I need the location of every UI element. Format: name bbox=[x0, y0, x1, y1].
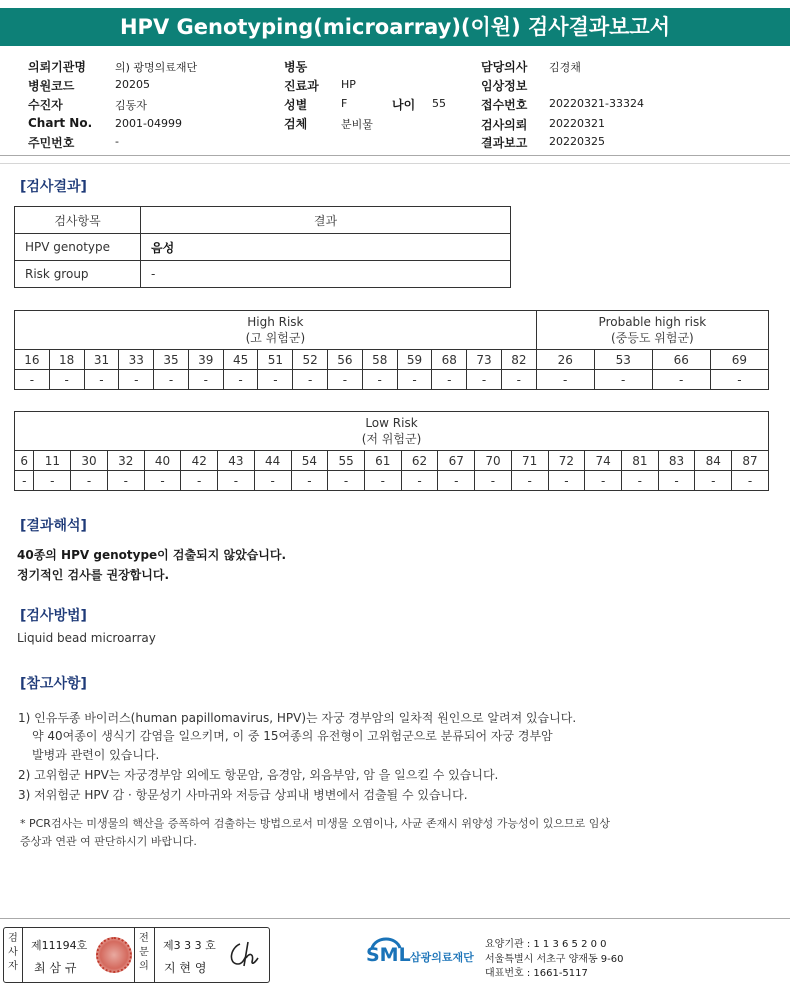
genotype-cell: 70 bbox=[475, 451, 512, 471]
result-cell: - bbox=[475, 471, 512, 491]
genotype-cell: 66 bbox=[652, 350, 710, 370]
field-value: 20205 bbox=[115, 78, 150, 91]
result-cell: - bbox=[107, 471, 144, 491]
result-value: - bbox=[141, 261, 511, 288]
low-risk-header bbox=[15, 412, 769, 451]
field-value: 분비물 bbox=[341, 118, 373, 131]
genotype-cell: 51 bbox=[258, 350, 293, 370]
divider bbox=[22, 928, 23, 982]
result-cell: - bbox=[218, 471, 255, 491]
high-risk-label: High Risk bbox=[247, 315, 304, 329]
signature-box bbox=[3, 927, 270, 983]
genotype-cell: 35 bbox=[154, 350, 189, 370]
genotype-cell: 58 bbox=[362, 350, 397, 370]
genotype-cell: 40 bbox=[144, 451, 181, 471]
reference-line: 약 40여종이 생식기 감염을 일으키며, 이 중 15여종의 유전형이 고위험군으로 분류되어 자궁 경부암 bbox=[32, 729, 553, 743]
genotype-cell: 68 bbox=[432, 350, 467, 370]
result-cell: - bbox=[732, 471, 769, 491]
interpretation-line: 정기적인 검사를 권장합니다. bbox=[17, 568, 170, 582]
probable-high-risk-header bbox=[536, 311, 768, 350]
institution-logo-text: SML bbox=[366, 944, 411, 966]
field-value: 20220325 bbox=[549, 135, 605, 148]
field-label: 검체 bbox=[284, 117, 308, 131]
genotype-cell: 16 bbox=[15, 350, 50, 370]
result-cell: - bbox=[34, 471, 71, 491]
reference-line: 발병과 관련이 있습니다. bbox=[32, 748, 160, 762]
section-result-title: [검사결과] bbox=[20, 179, 87, 195]
genotype-cell: 39 bbox=[188, 350, 223, 370]
section-reference-title: [참고사항] bbox=[20, 676, 87, 692]
examiner-name: 최 삼 규 bbox=[34, 961, 77, 975]
result-cell: - bbox=[594, 370, 652, 390]
result-cell: - bbox=[652, 370, 710, 390]
footnote-line: * PCR검사는 미생물의 핵산을 증폭하여 검출하는 방법으로서 미생물 오염이나, 사균 존재시 위양성 가능성이 있으므로 임상 bbox=[20, 817, 610, 830]
genotype-cell: 61 bbox=[364, 451, 401, 471]
field-value: 20220321 bbox=[549, 117, 605, 130]
high-risk-header bbox=[15, 311, 537, 350]
result-item: Risk group bbox=[15, 261, 141, 288]
reviewer-name: 지 현 영 bbox=[164, 961, 207, 975]
field-label: 접수번호 bbox=[481, 98, 528, 112]
genotype-cell: 74 bbox=[585, 451, 622, 471]
result-cell: - bbox=[293, 370, 328, 390]
reference-line: 3) 저위험군 HPV 감 · 항문성기 사마귀와 저등급 상피내 병변에서 검출될 수 있습니다. bbox=[18, 788, 468, 802]
divider bbox=[154, 928, 155, 982]
result-table bbox=[14, 206, 511, 288]
result-cell: - bbox=[621, 471, 658, 491]
result-value: 음성 bbox=[141, 234, 511, 261]
divider bbox=[0, 918, 790, 919]
result-cell: - bbox=[223, 370, 258, 390]
result-row bbox=[15, 471, 769, 491]
genotype-cell: 42 bbox=[181, 451, 218, 471]
report-title: HPV Genotyping(microarray)(이원) 검사결과보고서 bbox=[0, 8, 790, 46]
result-cell: - bbox=[119, 370, 154, 390]
result-cell: - bbox=[328, 370, 363, 390]
age-value: 55 bbox=[432, 97, 446, 110]
column-header: 결과 bbox=[141, 207, 511, 234]
field-label: 검사의뢰 bbox=[481, 118, 528, 132]
section-method-title: [검사방법] bbox=[20, 608, 87, 624]
field-label: 진료과 bbox=[284, 79, 319, 93]
probable-high-risk-label: Probable high risk bbox=[598, 315, 707, 329]
high-risk-grid bbox=[14, 310, 769, 390]
result-cell: - bbox=[658, 471, 695, 491]
result-cell: - bbox=[501, 370, 536, 390]
result-cell: - bbox=[258, 370, 293, 390]
reviewer-label: 전문의 bbox=[139, 933, 149, 972]
genotype-cell: 31 bbox=[84, 350, 119, 370]
examiner-label: 검사자 bbox=[8, 933, 18, 972]
field-value: 의) 광명의료재단 bbox=[115, 61, 198, 74]
genotype-cell: 73 bbox=[467, 350, 502, 370]
result-cell: - bbox=[188, 370, 223, 390]
reference-line: 2) 고위험군 HPV는 자궁경부암 외에도 항문암, 음경암, 외음부암, 암 을 일으킬 수 있습니다. bbox=[18, 768, 499, 782]
field-label: Chart No. bbox=[28, 116, 93, 130]
genotype-cell: 43 bbox=[218, 451, 255, 471]
table-row bbox=[15, 234, 511, 261]
genotype-cell: 69 bbox=[710, 350, 768, 370]
genotype-row bbox=[15, 350, 769, 370]
institution-address: 서울특별시 서초구 양재동 9-60 bbox=[485, 954, 624, 965]
table-row bbox=[15, 261, 511, 288]
reviewer-license: 제3 3 3 호 bbox=[163, 939, 216, 952]
genotype-cell: 71 bbox=[511, 451, 548, 471]
genotype-cell: 84 bbox=[695, 451, 732, 471]
genotype-cell: 52 bbox=[293, 350, 328, 370]
probable-high-risk-sublabel: (중등도 위험군) bbox=[610, 331, 694, 345]
field-label: 주민번호 bbox=[28, 136, 75, 150]
field-label: 의뢰기관명 bbox=[28, 60, 86, 74]
genotype-cell: 45 bbox=[223, 350, 258, 370]
result-cell: - bbox=[362, 370, 397, 390]
result-cell: - bbox=[511, 471, 548, 491]
result-cell: - bbox=[144, 471, 181, 491]
genotype-cell: 67 bbox=[438, 451, 475, 471]
low-risk-grid bbox=[14, 411, 769, 491]
field-value: F bbox=[341, 97, 348, 110]
field-value: 김동자 bbox=[115, 99, 147, 112]
divider bbox=[0, 155, 790, 156]
result-cell: - bbox=[432, 370, 467, 390]
interpretation-line: 40종의 HPV genotype이 검출되지 않았습니다. bbox=[17, 548, 287, 562]
field-label: 담당의사 bbox=[481, 60, 528, 74]
result-cell: - bbox=[710, 370, 768, 390]
result-cell: - bbox=[15, 370, 50, 390]
field-value: - bbox=[115, 135, 119, 148]
genotype-cell: 44 bbox=[254, 451, 291, 471]
genotype-cell: 26 bbox=[536, 350, 594, 370]
result-cell: - bbox=[585, 471, 622, 491]
field-value: 20220321-33324 bbox=[549, 97, 644, 110]
genotype-cell: 55 bbox=[328, 451, 365, 471]
genotype-cell: 59 bbox=[397, 350, 432, 370]
genotype-row bbox=[15, 451, 769, 471]
genotype-cell: 56 bbox=[328, 350, 363, 370]
result-cell: - bbox=[154, 370, 189, 390]
genotype-cell: 83 bbox=[658, 451, 695, 471]
method-text: Liquid bead microarray bbox=[17, 631, 156, 645]
result-cell: - bbox=[254, 471, 291, 491]
genotype-cell: 82 bbox=[501, 350, 536, 370]
genotype-cell: 18 bbox=[49, 350, 84, 370]
result-cell: - bbox=[15, 471, 34, 491]
field-label: 병동 bbox=[284, 60, 308, 74]
result-cell: - bbox=[548, 471, 585, 491]
genotype-cell: 11 bbox=[34, 451, 71, 471]
genotype-cell: 81 bbox=[621, 451, 658, 471]
result-cell: - bbox=[536, 370, 594, 390]
low-risk-sublabel: (저 위험군) bbox=[361, 432, 422, 446]
stamp-seal-icon bbox=[96, 937, 132, 973]
result-cell: - bbox=[328, 471, 365, 491]
result-row bbox=[15, 370, 769, 390]
result-cell: - bbox=[364, 471, 401, 491]
result-cell: - bbox=[695, 471, 732, 491]
section-interpretation-title: [결과해석] bbox=[20, 518, 87, 534]
age-label: 나이 bbox=[392, 98, 416, 112]
genotype-cell: 53 bbox=[594, 350, 652, 370]
genotype-cell: 32 bbox=[107, 451, 144, 471]
high-risk-sublabel: (고 위험군) bbox=[245, 331, 306, 345]
result-cell: - bbox=[397, 370, 432, 390]
divider bbox=[0, 163, 790, 164]
genotype-cell: 62 bbox=[401, 451, 438, 471]
result-cell: - bbox=[71, 471, 108, 491]
genotype-cell: 54 bbox=[291, 451, 328, 471]
field-value: 2001-04999 bbox=[115, 117, 182, 130]
result-cell: - bbox=[84, 370, 119, 390]
result-cell: - bbox=[438, 471, 475, 491]
result-cell: - bbox=[467, 370, 502, 390]
result-item: HPV genotype bbox=[15, 234, 141, 261]
field-value: 김경채 bbox=[549, 61, 581, 74]
genotype-cell: 72 bbox=[548, 451, 585, 471]
genotype-cell: 87 bbox=[732, 451, 769, 471]
result-cell: - bbox=[181, 471, 218, 491]
result-cell: - bbox=[291, 471, 328, 491]
column-header: 검사항목 bbox=[15, 207, 141, 234]
field-value: HP bbox=[341, 78, 356, 91]
footnote-line: 증상과 연관 여 판단하시기 바랍니다. bbox=[20, 835, 197, 848]
institution-name: 삼광의료재단 bbox=[410, 951, 474, 964]
field-label: 임상정보 bbox=[481, 79, 528, 93]
genotype-cell: 6 bbox=[15, 451, 34, 471]
low-risk-label: Low Risk bbox=[365, 416, 418, 430]
field-label: 성별 bbox=[284, 98, 308, 112]
signature-icon bbox=[226, 938, 264, 972]
field-label: 결과보고 bbox=[481, 136, 528, 150]
result-cell: - bbox=[401, 471, 438, 491]
institution-code: 요양기관 : 1 1 3 6 5 2 0 0 bbox=[485, 939, 607, 950]
divider bbox=[134, 928, 135, 982]
reference-line: 1) 인유두종 바이러스(human papillomavirus, HPV)는 자궁 경부암의 일차적 원인으로 알려져 있습니다. bbox=[18, 711, 577, 725]
field-label: 수진자 bbox=[28, 98, 63, 112]
institution-phone: 대표번호 : 1661-5117 bbox=[485, 968, 588, 979]
genotype-cell: 30 bbox=[71, 451, 108, 471]
result-cell: - bbox=[49, 370, 84, 390]
genotype-cell: 33 bbox=[119, 350, 154, 370]
examiner-license: 제11194호 bbox=[31, 939, 88, 952]
field-label: 병원코드 bbox=[28, 79, 75, 93]
